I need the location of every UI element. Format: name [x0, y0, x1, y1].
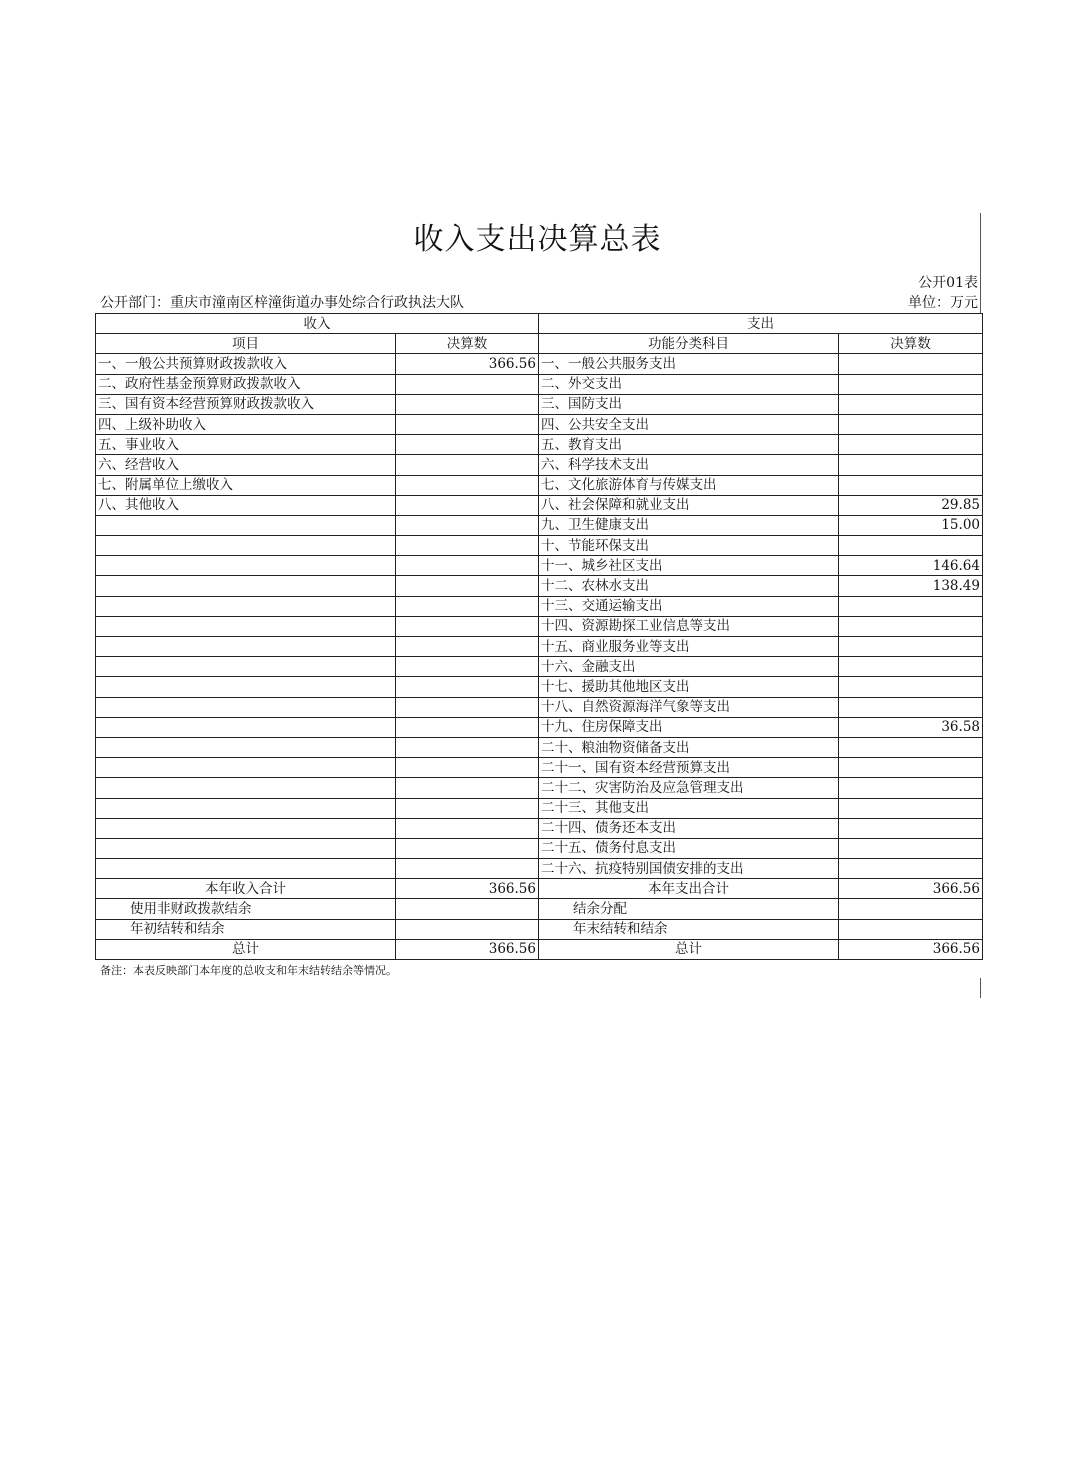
- expense-item: 五、教育支出: [539, 435, 839, 455]
- summary-row-total: [96, 939, 983, 959]
- income-value: [396, 717, 539, 737]
- expense-item: 十二、农林水支出: [539, 576, 839, 596]
- income-value: [396, 455, 539, 475]
- income-item: 七、附属单位上缴收入: [96, 475, 396, 495]
- income-item: [96, 515, 396, 535]
- expense-value: 146.64: [839, 556, 983, 576]
- table-row: [96, 414, 983, 434]
- expense-value: [839, 737, 983, 757]
- income-value: [396, 677, 539, 697]
- income-item: [96, 616, 396, 636]
- table-row: [96, 697, 983, 717]
- item-header: 项目: [96, 334, 396, 354]
- table-row: [96, 798, 983, 818]
- expense-value: [839, 677, 983, 697]
- expense-item: 一、一般公共服务支出: [539, 354, 839, 374]
- expense-item: 九、卫生健康支出: [539, 515, 839, 535]
- income-item: [96, 758, 396, 778]
- income-item: [96, 556, 396, 576]
- income-value: [396, 515, 539, 535]
- expense-value: 36.58: [839, 717, 983, 737]
- expense-value: [839, 637, 983, 657]
- income-value: [396, 697, 539, 717]
- income-item: 二、政府性基金预算财政拨款收入: [96, 374, 396, 394]
- expense-value: [839, 758, 983, 778]
- table-row: [96, 657, 983, 677]
- expense-item: 二十三、其他支出: [539, 798, 839, 818]
- income-value: [396, 394, 539, 414]
- income-item: [96, 818, 396, 838]
- table-row: [96, 778, 983, 798]
- expense-item: 六、科学技术支出: [539, 455, 839, 475]
- income-item: [96, 637, 396, 657]
- table-row: [96, 616, 983, 636]
- table-row: [96, 677, 983, 697]
- expense-value: [839, 354, 983, 374]
- expense-value: 29.85: [839, 495, 983, 515]
- income-value: [396, 435, 539, 455]
- expense-item: 十七、援助其他地区支出: [539, 677, 839, 697]
- income-item: 六、经营收入: [96, 455, 396, 475]
- expense-value: [839, 838, 983, 858]
- year-income-label: 本年收入合计: [96, 879, 396, 899]
- expense-item: 二十、粮油物资储备支出: [539, 737, 839, 757]
- expense-value: [839, 414, 983, 434]
- summary-row-year-total: [96, 879, 983, 899]
- income-value: [396, 475, 539, 495]
- expense-value: [839, 616, 983, 636]
- department-label: 公开部门：重庆市潼南区梓潼街道办事处综合行政执法大队: [100, 295, 464, 311]
- expense-value: [839, 697, 983, 717]
- expense-value: 15.00: [839, 515, 983, 535]
- expense-item: 十五、商业服务业等支出: [539, 637, 839, 657]
- income-item: [96, 576, 396, 596]
- table-row: [96, 354, 983, 374]
- expense-item: 四、公共安全支出: [539, 414, 839, 434]
- expense-item: 二、外交支出: [539, 374, 839, 394]
- summary-row-non-fiscal: [96, 899, 983, 919]
- surplus-dist-value: [839, 899, 983, 919]
- subheader-row: [96, 334, 983, 354]
- table-row: [96, 596, 983, 616]
- year-expense-label: 本年支出合计: [539, 879, 839, 899]
- expense-item: 二十五、债务付息支出: [539, 838, 839, 858]
- footnote: 备注：本表反映部门本年度的总收支和年末结转结余等情况。: [100, 964, 397, 977]
- income-value: [396, 374, 539, 394]
- summary-row-balance: [96, 919, 983, 939]
- income-item: [96, 677, 396, 697]
- expense-item: 二十四、债务还本支出: [539, 818, 839, 838]
- expense-item: 八、社会保障和就业支出: [539, 495, 839, 515]
- income-value: [396, 556, 539, 576]
- income-value: [396, 616, 539, 636]
- expense-item: 十八、自然资源海洋气象等支出: [539, 697, 839, 717]
- income-value: 366.56: [396, 354, 539, 374]
- expense-item: 二十六、抗疫特别国债安排的支出: [539, 859, 839, 879]
- table-row: [96, 637, 983, 657]
- expense-item: 十九、住房保障支出: [539, 717, 839, 737]
- expense-value: [839, 818, 983, 838]
- surplus-dist-label: 结余分配: [539, 899, 839, 919]
- end-balance-value: [839, 919, 983, 939]
- amount-header: 决算数: [396, 334, 539, 354]
- expense-item: 七、文化旅游体育与传媒支出: [539, 475, 839, 495]
- expense-item: 十一、城乡社区支出: [539, 556, 839, 576]
- total-income-label: 总计: [96, 939, 396, 959]
- year-income-value: 366.56: [396, 879, 539, 899]
- table-row: [96, 495, 983, 515]
- table-row: [96, 717, 983, 737]
- income-value: [396, 414, 539, 434]
- income-value: [396, 536, 539, 556]
- expense-value: [839, 455, 983, 475]
- income-item: [96, 697, 396, 717]
- income-value: [396, 818, 539, 838]
- non-fiscal-value: [396, 899, 539, 919]
- expense-value: [839, 798, 983, 818]
- income-item: [96, 798, 396, 818]
- expense-item: 十六、金融支出: [539, 657, 839, 677]
- expense-value: 138.49: [839, 576, 983, 596]
- non-fiscal-label: 使用非财政拨款结余: [96, 899, 396, 919]
- table-row: [96, 455, 983, 475]
- expense-item: 三、国防支出: [539, 394, 839, 414]
- expense-value: [839, 435, 983, 455]
- expense-value: [839, 394, 983, 414]
- income-value: [396, 495, 539, 515]
- expense-value: [839, 536, 983, 556]
- table-row: [96, 556, 983, 576]
- income-header: 收入: [96, 314, 539, 334]
- income-value: [396, 576, 539, 596]
- total-expense-value: 366.56: [839, 939, 983, 959]
- expense-value: [839, 657, 983, 677]
- income-value: [396, 798, 539, 818]
- expense-value: [839, 596, 983, 616]
- expense-value: [839, 374, 983, 394]
- table-row: [96, 838, 983, 858]
- income-item: [96, 536, 396, 556]
- expense-header: 支出: [539, 314, 983, 334]
- total-income-value: 366.56: [396, 939, 539, 959]
- income-value: [396, 758, 539, 778]
- table-row: [96, 859, 983, 879]
- income-value: [396, 657, 539, 677]
- table-row: [96, 737, 983, 757]
- func-item-header: 功能分类科目: [539, 334, 839, 354]
- expense-item: 二十一、国有资本经营预算支出: [539, 758, 839, 778]
- table-code: 公开01表: [918, 275, 978, 291]
- table-row: [96, 475, 983, 495]
- table-row: [96, 394, 983, 414]
- page-border-line: [980, 978, 981, 998]
- table-row: [96, 818, 983, 838]
- page-border-line: [980, 213, 981, 313]
- expense-item: 十四、资源勘探工业信息等支出: [539, 616, 839, 636]
- unit-label: 单位：万元: [908, 295, 978, 311]
- income-item: [96, 737, 396, 757]
- expense-item: 十三、交通运输支出: [539, 596, 839, 616]
- income-item: [96, 596, 396, 616]
- income-value: [396, 838, 539, 858]
- income-item: [96, 717, 396, 737]
- income-value: [396, 859, 539, 879]
- expense-value: [839, 859, 983, 879]
- expense-value: [839, 475, 983, 495]
- year-expense-value: 366.56: [839, 879, 983, 899]
- expense-item: 十、节能环保支出: [539, 536, 839, 556]
- income-item: 三、国有资本经营预算财政拨款收入: [96, 394, 396, 414]
- income-item: 五、事业收入: [96, 435, 396, 455]
- income-item: [96, 657, 396, 677]
- table-row: [96, 536, 983, 556]
- income-item: 一、一般公共预算财政拨款收入: [96, 354, 396, 374]
- income-value: [396, 596, 539, 616]
- amount2-header: 决算数: [839, 334, 983, 354]
- header-row: [96, 314, 983, 334]
- expense-item: 二十二、灾害防治及应急管理支出: [539, 778, 839, 798]
- expense-value: [839, 778, 983, 798]
- income-value: [396, 737, 539, 757]
- total-expense-label: 总计: [539, 939, 839, 959]
- income-item: [96, 778, 396, 798]
- table-row: [96, 515, 983, 535]
- begin-balance-value: [396, 919, 539, 939]
- table-row: [96, 758, 983, 778]
- income-value: [396, 637, 539, 657]
- table-row: [96, 576, 983, 596]
- income-item: 八、其他收入: [96, 495, 396, 515]
- income-expense-table: [95, 313, 983, 960]
- income-value: [396, 778, 539, 798]
- begin-balance-label: 年初结转和结余: [96, 919, 396, 939]
- income-item: [96, 859, 396, 879]
- page-title: 收入支出决算总表: [413, 222, 662, 257]
- table-row: [96, 374, 983, 394]
- table-row: [96, 435, 983, 455]
- end-balance-label: 年末结转和结余: [539, 919, 839, 939]
- income-item: [96, 838, 396, 858]
- income-item: 四、上级补助收入: [96, 414, 396, 434]
